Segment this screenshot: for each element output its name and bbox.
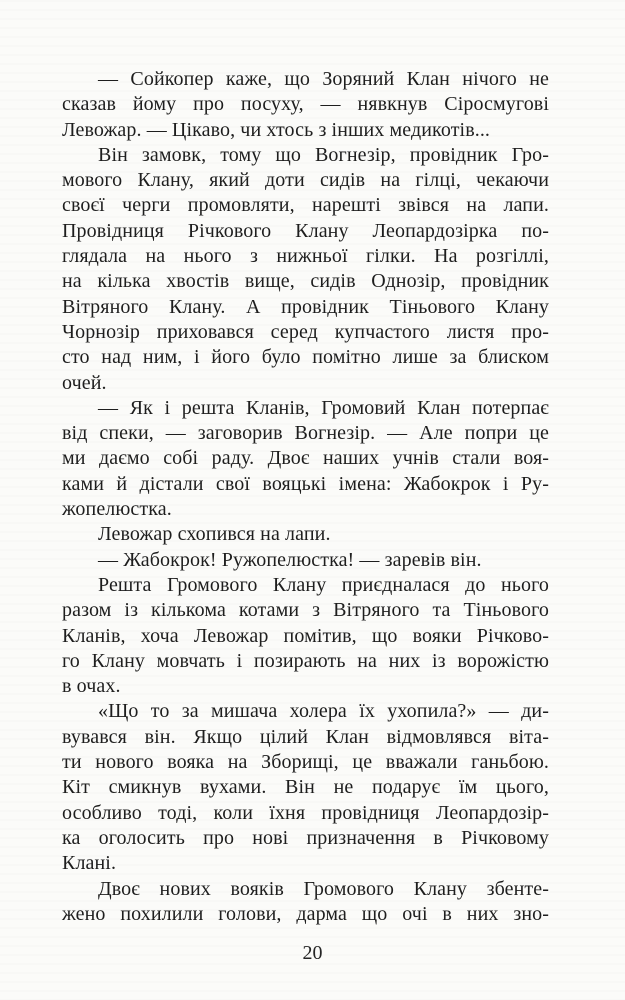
text-line: Двоє нових вояків Громового Клану збенте-: [98, 877, 549, 900]
text-line: Вітряного Клану. А провідник Тіньового Клану: [62, 295, 549, 318]
text-line: очей.: [62, 371, 107, 394]
text-line: сказав йому про посуху, — нявкнув Сіросмугові: [62, 93, 549, 116]
text-line: Решта Громового Клану приєдналася до нього: [98, 573, 549, 596]
paragraph: [62, 522, 549, 547]
text-line: — Як і решта Кланів, Громовий Клан потерпає: [98, 396, 549, 419]
paragraph: [62, 699, 549, 876]
text-line: Кланів, хоча Левожар помітив, що вояки Річково-: [62, 624, 549, 647]
text-line: ка оголосить про нові призначення в Річковому: [62, 826, 549, 849]
page-number: 20: [302, 942, 323, 964]
text-line: Кіт смикнув вухами. Він не подарує їм цього,: [62, 776, 549, 799]
text-line: го Клану мовчать і позирають на них із ворожістю: [62, 649, 549, 672]
text-line: глядала на нього з нижньої гілки. На розгіллі,: [62, 245, 549, 268]
paragraph: [62, 67, 549, 143]
text-line: в очах.: [62, 675, 121, 698]
text-line: жопелюстка.: [62, 498, 172, 521]
text-line: разом із кількома котами з Вітряного та Тіньового: [62, 599, 549, 622]
text-block: [62, 67, 549, 927]
text-line: — Жабокрок! Ружопелюстка! — заревів він.: [98, 548, 482, 571]
text-line: Він замовк, тому що Вогнезір, провідник Гро-: [98, 143, 549, 166]
text-line: «Що то за мишача холера їх ухопила?» — ди-: [98, 700, 549, 723]
paragraph: [62, 143, 549, 396]
text-line: Чорнозір приховався серед купчастого листя про-: [62, 320, 549, 343]
text-line: ми даємо собі раду. Двоє наших учнів стали воя-: [62, 447, 549, 470]
text-line: сто над ним, і його було помітно лише за блиском: [62, 346, 549, 369]
text-line: Левожар схопився на лапи.: [98, 523, 331, 546]
text-line: жено похилили голови, дарма що очі в них зно-: [62, 902, 549, 925]
paragraph: [62, 396, 549, 522]
text-line: Провідниця Річкового Клану Леопардозірка по-: [62, 219, 549, 242]
paragraph: [62, 877, 549, 928]
text-line: — Сойкопер каже, що Зоряний Клан нічого не: [98, 68, 549, 90]
text-line: мового Клану, який доти сидів на гілці, чекаючи: [62, 169, 549, 192]
text-line: своєї черги промовляти, нарешті звівся на лапи.: [62, 194, 549, 217]
text-line: вувався він. Якщо цілий Клан відмовлявся віта-: [62, 725, 549, 748]
text-line: ти нового вояка на Зборищі, це вважали ганьбою.: [62, 751, 549, 774]
text-line: ками й дістали свої вояцькі імена: Жабокрок і Ру-: [62, 472, 549, 495]
text-line: Левожар. — Цікаво, чи хтось з інших медикотів...: [62, 118, 491, 141]
paragraph: [62, 573, 549, 699]
text-line: Клані.: [62, 852, 117, 875]
text-line: від спеки, — заговорив Вогнезір. — Але попри це: [62, 422, 549, 445]
text-line: на кілька хвостів вище, сидів Однозір, провідник: [62, 270, 549, 293]
paragraph: [62, 548, 549, 573]
text-line: особливо тоді, коли їхня провідниця Леопардозір-: [62, 801, 549, 824]
